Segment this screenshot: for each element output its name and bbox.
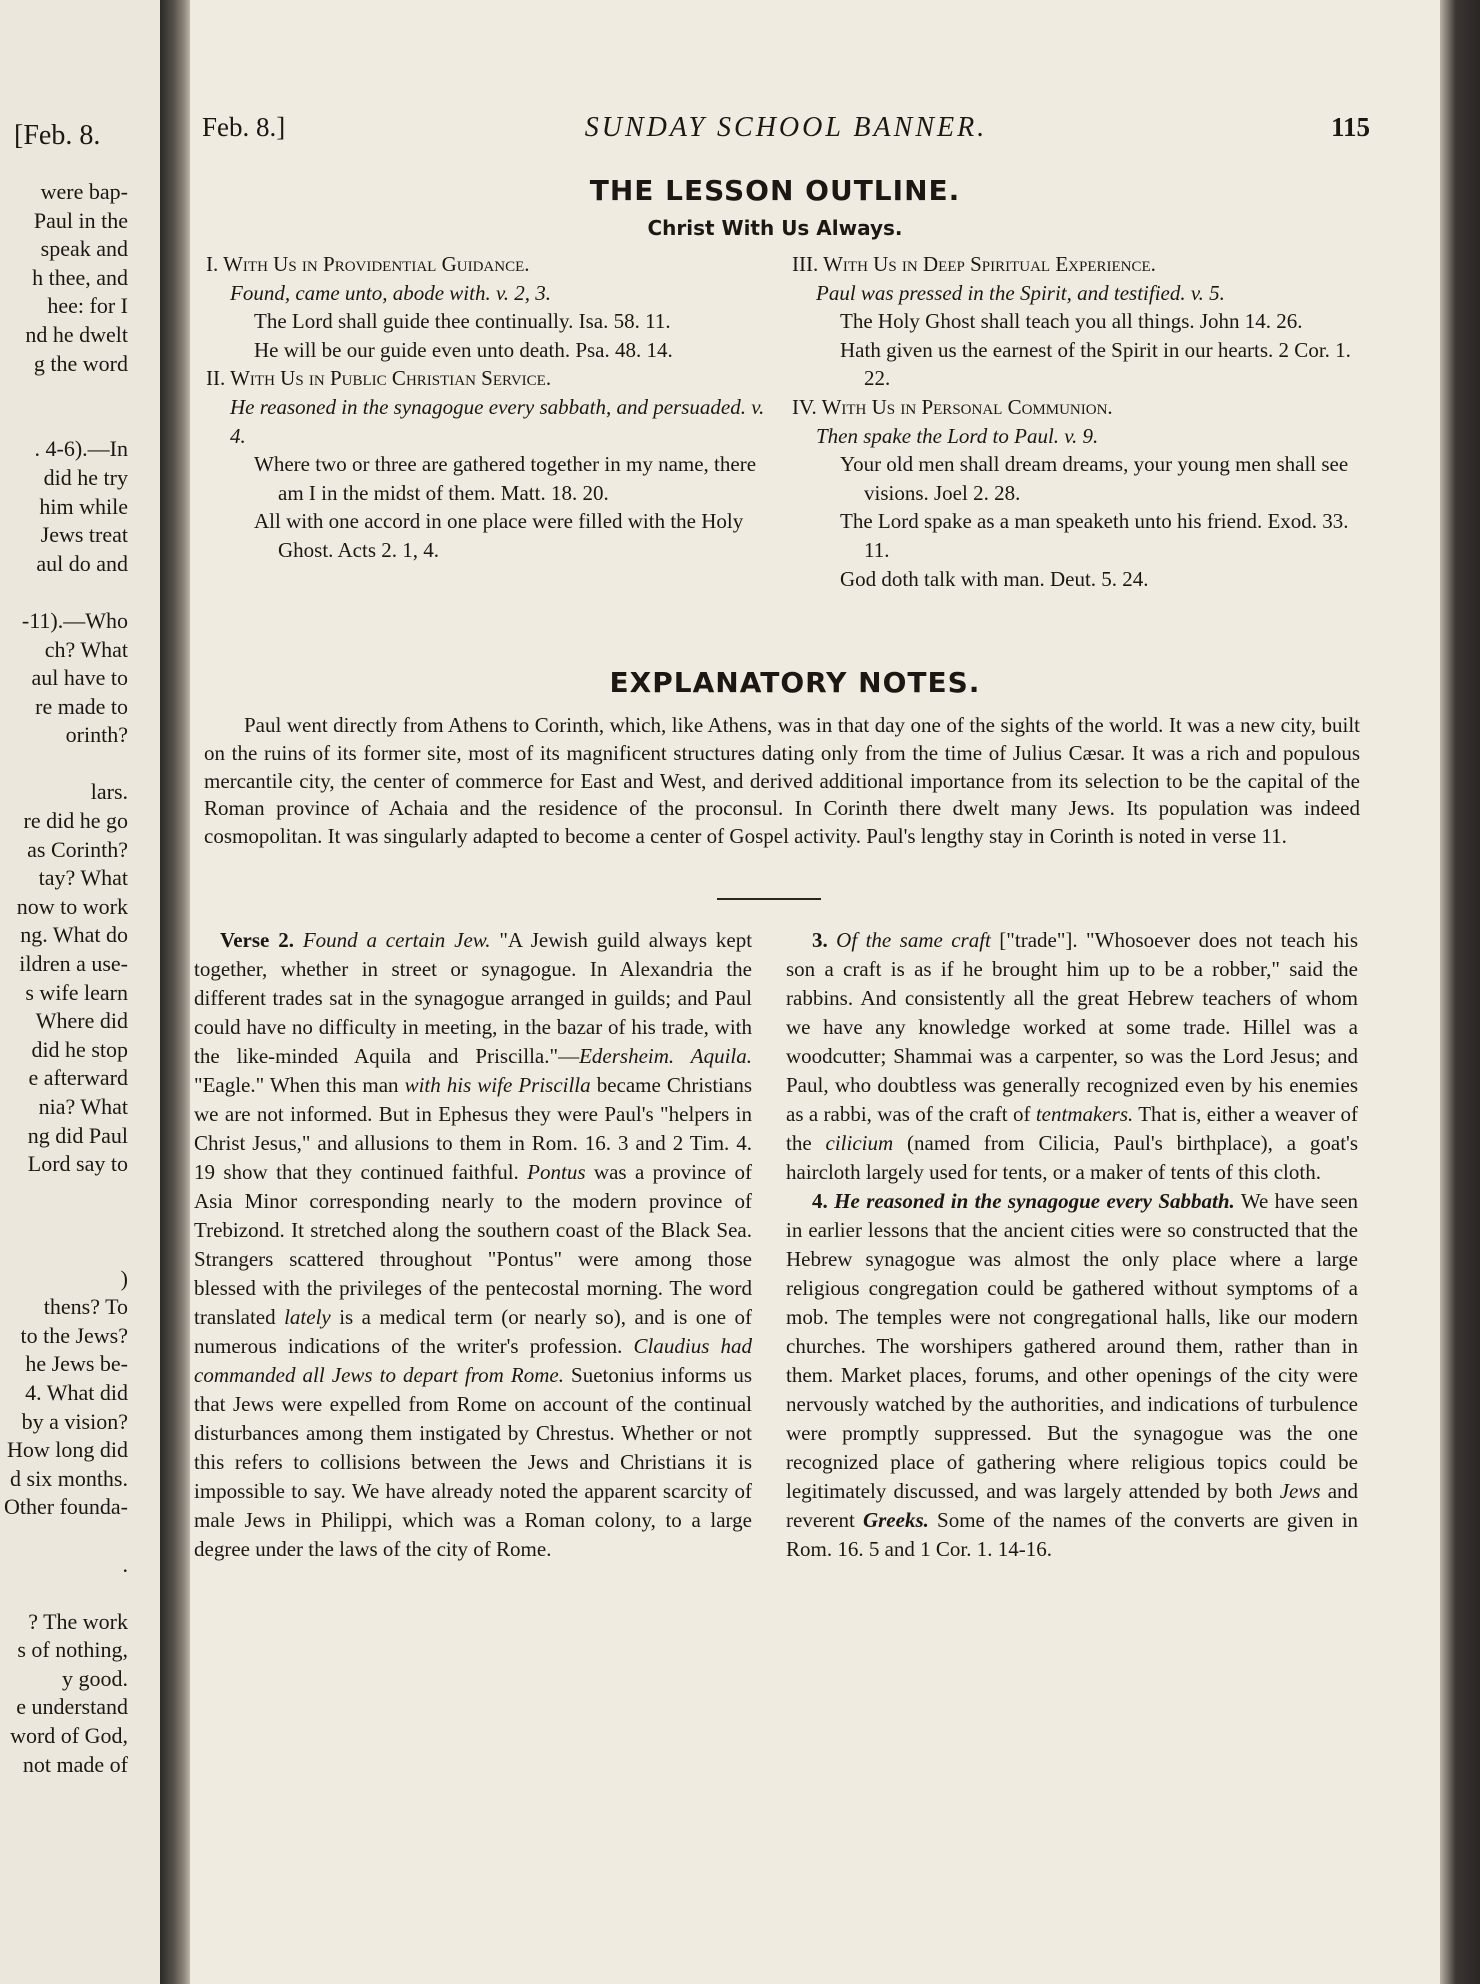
previous-page-line: ng did Paul [27,1122,128,1148]
book-gutter [160,0,190,1984]
previous-page-line: by a vision? [21,1408,128,1434]
previous-page-line [4,1522,128,1551]
previous-page-line: not made of [22,1751,128,1777]
notes-column-right [786,926,1358,1564]
notes-title: EXPLANATORY NOTES. [609,666,981,699]
outline-citation: The Lord spake as a man speaketh unto his friend. Exod. 33. 11. [840,509,1349,562]
previous-page-line: tay? What [38,865,128,891]
previous-page-line: word of God, [10,1723,128,1749]
previous-page-line: thens? To [43,1294,128,1320]
outline-section [206,250,766,364]
note-text: became Christians we are not informed. But in Ephesus they were Paul's "helpers in Christ Jesus," and allusions to them in Rom. 16. 3 and 2 Tim. 4. 19 show that they continued faithful. [194,1073,752,1184]
previous-page-line: nd he dwelt [25,321,128,347]
previous-page-line: him while [39,493,128,519]
note-emphasis: Greeks. [862,1508,929,1532]
previous-page-line: How long did [7,1437,128,1463]
previous-page-line [4,1179,128,1208]
outline-citation: Hath given us the earnest of the Spirit in our hearts. 2 Cor. 1. 22. [840,337,1351,391]
previous-page-line: Paul in the [33,207,128,233]
outline-citation: The Lord shall guide thee continually. Isa. 58. 11. [254,309,671,334]
previous-page-line: ildren a use- [19,951,128,977]
previous-page-line: Lord say to [27,1151,128,1177]
previous-page-line: Where did [35,1008,128,1034]
previous-page-text [4,178,128,1779]
note-text: That is, either a weaver of the [786,1102,1358,1155]
note-verse-3 [786,926,1358,1187]
note-emphasis: cilicium [825,1131,894,1155]
outline-citation: God doth talk with man. Deut. 5. 24. [840,566,1149,591]
note-emphasis: Claudius had commanded all Jews to depart from Rome. [194,1334,752,1387]
notes-intro: Paul went directly from Athens to Corinth, which, like Athens, was in that day one of the sights of the world. It was a new city, built on the ruins of its former site, most of its magnificent structures dating only from the time of Julius Cæsar. It was a rich and populous mercantile city, the center of commerce for East and West, and derived additional importance from its selection to be the capital of the Roman province of Achaia and the residence of the proconsul. In Corinth there dwelt many Jews. Its population was indeed cosmopolitan. It was singularly adapted to become a center of Gospel activity. Paul's lengthy stay in Corinth is noted in verse 11. [204,713,1360,849]
header-title: SUNDAY SCHOOL BANNER. [584,112,988,143]
verse-number: 3. [812,928,828,952]
previous-page-line: lars. [90,779,128,805]
previous-page-line: s wife learn [25,979,128,1005]
previous-page-line [4,378,128,407]
notes-column-left [194,926,752,1564]
outline-column-left [206,250,766,565]
previous-page-line: -11).—Who [21,607,128,633]
previous-page-line [4,578,128,607]
previous-page-line: d six months. [10,1465,128,1491]
note-emphasis: lately [284,1305,331,1329]
note-text: and reverent [786,1479,1359,1532]
note-emphasis: Edersheim. Aquila. [579,1044,753,1068]
note-text: Some of the names of the converts are given in Rom. 16. 5 and 1 Cor. 1. 14-16. [786,1508,1359,1561]
note-text: Suetonius informs us that Jews were expelled from Rome on account of the continual disturbances among them instigated by Chrestus. Whether or not this refers to collisions between the Jews and Christians it is impossible to say. We have already noted the apparent scarcity of male Jews in Philippi, which was a Roman colony, to a large degree under the laws of the city of Rome. [194,1363,752,1561]
header-date: Feb. 8.] [202,112,286,142]
previous-page-line: aul have to [31,665,128,691]
running-header [202,112,1370,148]
verse-number: 4. [812,1189,828,1213]
previous-page-line: orinth? [65,722,128,748]
note-emphasis: Jews [1279,1479,1321,1503]
previous-page-line: to the Jews? [20,1322,128,1348]
previous-page-header: [Feb. 8. [14,120,101,151]
outline-heading: III. With Us in Deep Spiritual Experience. [792,252,1156,276]
note-emphasis: with his wife Priscilla [404,1073,591,1097]
previous-page-line: re made to [35,693,128,719]
note-emphasis: tentmakers. [1035,1102,1134,1126]
previous-page-line: re did he go [23,808,128,834]
previous-page-line: ng. What do [20,922,128,948]
previous-page-line: were bap- [40,179,128,204]
note-text: is a medical term (or nearly so), and is one of numerous indications of the writer's profession. [194,1305,752,1358]
previous-page-line [4,1207,128,1236]
previous-page-line [4,750,128,779]
note-text: "Eagle." When this man [194,1073,399,1097]
previous-page-line: as Corinth? [27,836,128,862]
previous-page-line: s of nothing, [17,1637,128,1663]
outline-reference: Paul was pressed in the Spirit, and testified. v. 5. [816,280,1225,305]
outline-heading: IV. With Us in Personal Communion. [792,394,1113,419]
divider-rule [717,898,821,900]
note-text: was a province of Asia Minor corresponding nearly to the modern province of Trebizond. It stretched along the southern coast of the Black Sea. Strangers scattered throughout "Pontus" were among those blessed with the privileges of the pentecostal morning. The word translated [194,1160,753,1329]
note-verse-4 [786,1187,1358,1564]
outline-heading: II. With Us in Public Christian Service. [206,366,552,391]
note-emphasis: Pontus [527,1160,586,1184]
previous-page-line: e understand [16,1694,128,1720]
outline-reference: Found, came unto, abode with. v. 2, 3. [230,280,551,305]
previous-page-line: Jews treat [40,522,128,548]
note-text: "A Jewish guild always kept together, whether in street or synagogue. In Alexandria the different trades sat in the synagogue arranged in guilds; and Paul could have no difficulty in meeting, in the bazar of his trade, with the like-minded Aquila and Priscilla."— [194,928,753,1068]
previous-page-fragment [0,0,160,1984]
verse-number: Verse 2. [220,928,294,952]
outline-section [206,364,766,564]
previous-page-line: aul do and [36,550,128,576]
outline-reference: Then spake the Lord to Paul. v. 9. [816,423,1099,448]
verse-keyword: Found a certain Jew. [302,928,491,952]
outline-section [792,250,1352,393]
outline-citation: Your old men shall dream dreams, your young men shall see visions. Joel 2. 28. [840,452,1349,505]
previous-page-line: Other founda- [3,1494,128,1520]
page-edge [1440,0,1480,1984]
previous-page-line: ? The work [28,1608,128,1634]
note-text: ["trade"]. "Whosoever does not teach his son a craft is as if he brought him up to be a robber," said the rabbins. And consistently all the great Hebrew teachers of whom we have any knowledge worked at some trade. Hillel was a woodcutter; Shammai was a carpenter, so was the Lord Jesus; and Paul, who doubtless was generally recognized even by his enemies as a rabbi, was of the craft of [786,928,1359,1126]
note-text: We have seen in earlier lessons that the ancient cities were so constructed that the Hebrew synagogue was almost the only place where a large religious congregation could be gathered without symptoms of a mob. The temples were not congregational halls, like our modern churches. The worshipers gathered around them, rather than in them. Market places, forums, and other openings of the city were nervously watched by the authorities, and indications of turbulence were promptly suppressed. But the synagogue was the one recognized place of gathering where religious topics could be legitimately discussed, and was largely attended by both [786,1189,1359,1503]
outline-title: THE LESSON OUTLINE. [589,174,961,207]
previous-page-line: e afterward [28,1065,128,1091]
previous-page-line: h thee, and [32,264,128,290]
verse-keyword: Of the same craft [836,928,991,952]
previous-page-line: ) [120,1265,128,1291]
outline-heading: I. With Us in Providential Guidance. [206,252,530,276]
previous-page-line: ch? What [44,636,128,662]
previous-page-line: he Jews be- [25,1351,128,1377]
outline-column-right [792,250,1352,593]
verse-keyword: He reasoned in the synagogue every Sabbath. [834,1189,1235,1213]
previous-page-line: 4. What did [25,1379,128,1405]
outline-citation: All with one accord in one place were filled with the Holy Ghost. Acts 2. 1, 4. [254,509,744,562]
note-text: (named from Cilicia, Paul's birthplace), a goat's haircloth largely used for tents, or a maker of tents of this cloth. [786,1131,1359,1184]
previous-page-line [4,1236,128,1265]
page-number: 115 [1330,112,1370,142]
previous-page-line [4,407,128,436]
page [190,0,1440,1984]
note-verse-2 [194,926,752,1564]
outline-subtitle: Christ With Us Always. [647,216,903,240]
previous-page-line: . 4-6).—In [34,436,128,462]
previous-page-line: nia? What [38,1094,128,1119]
previous-page-line: now to work [16,893,128,919]
previous-page-line: y good. [62,1665,128,1691]
previous-page-line: did he try [43,464,128,490]
previous-page-line: did he stop [31,1036,128,1062]
previous-page-line: hee: for I [47,293,128,319]
outline-section [792,393,1352,593]
outline-citation: Where two or three are gathered together in my name, there am I in the midst of them. Matt. 18. 20. [254,452,757,505]
outline-citation: The Holy Ghost shall teach you all things. John 14. 26. [840,309,1303,334]
outline-reference: He reasoned in the synagogue every sabbath, and persuaded. v. 4. [230,394,765,448]
previous-page-line: . [122,1551,128,1577]
previous-page-line: g the word [33,350,128,376]
outline-citation: He will be our guide even unto death. Psa. 48. 14. [254,337,673,362]
previous-page-line [4,1579,128,1608]
previous-page-line: speak and [40,236,128,262]
